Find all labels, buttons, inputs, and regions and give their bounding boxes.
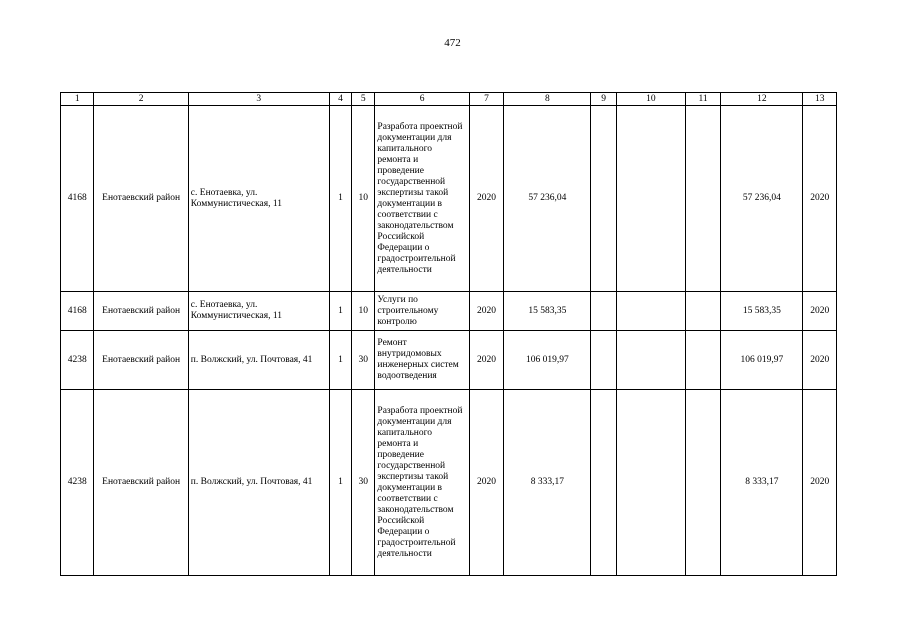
cell-col9 — [591, 292, 616, 331]
cell-work: Услуги по строительному контролю — [375, 292, 469, 331]
cell-col11 — [685, 106, 721, 292]
header-row — [61, 93, 837, 106]
cell-work: Разработа проектной документации для капитального ремонта и проведение государственной экспертизы такой документации в соответствии с законодательством Российской Федерации о градостроительной деятельности — [375, 390, 469, 576]
cell-col11 — [685, 292, 721, 331]
column-header: 2 — [94, 93, 188, 106]
column-header: 7 — [469, 93, 503, 106]
cell-col13: 2020 — [803, 331, 837, 390]
cell-col13: 2020 — [803, 106, 837, 292]
column-header: 3 — [188, 93, 329, 106]
cell-col5: 10 — [352, 292, 375, 331]
column-header: 10 — [616, 93, 685, 106]
cell-col12: 57 236,04 — [721, 106, 803, 292]
table-row — [61, 106, 837, 292]
cell-id: 4168 — [61, 106, 94, 292]
cell-year: 2020 — [469, 106, 503, 292]
cell-col5: 30 — [352, 331, 375, 390]
cell-year: 2020 — [469, 390, 503, 576]
column-header: 11 — [685, 93, 721, 106]
table-row — [61, 331, 837, 390]
cell-amount: 15 583,35 — [504, 292, 591, 331]
page-number: 472 — [444, 37, 461, 49]
cell-district: Енотаевский район — [94, 106, 188, 292]
column-header: 9 — [591, 93, 616, 106]
cell-year: 2020 — [469, 292, 503, 331]
column-header: 4 — [329, 93, 351, 106]
cell-amount: 8 333,17 — [504, 390, 591, 576]
cell-col4: 1 — [329, 292, 351, 331]
column-header: 12 — [721, 93, 803, 106]
column-header: 1 — [61, 93, 94, 106]
cell-col11 — [685, 390, 721, 576]
cell-amount: 106 019,97 — [504, 331, 591, 390]
cell-col5: 10 — [352, 106, 375, 292]
cell-col10 — [616, 390, 685, 576]
cell-col9 — [591, 331, 616, 390]
column-header: 6 — [375, 93, 469, 106]
cell-id: 4238 — [61, 390, 94, 576]
cell-col4: 1 — [329, 390, 351, 576]
table-row — [61, 292, 837, 331]
column-header: 8 — [504, 93, 591, 106]
column-header: 5 — [352, 93, 375, 106]
cell-col4: 1 — [329, 106, 351, 292]
works-table — [60, 92, 837, 576]
cell-col11 — [685, 331, 721, 390]
cell-year: 2020 — [469, 331, 503, 390]
cell-col12: 15 583,35 — [721, 292, 803, 331]
cell-district: Енотаевский район — [94, 331, 188, 390]
cell-col9 — [591, 106, 616, 292]
cell-address: п. Волжский, ул. Почтовая, 41 — [188, 390, 329, 576]
cell-col10 — [616, 292, 685, 331]
cell-col13: 2020 — [803, 292, 837, 331]
table-row — [61, 390, 837, 576]
cell-id: 4238 — [61, 331, 94, 390]
cell-id: 4168 — [61, 292, 94, 331]
column-header: 13 — [803, 93, 837, 106]
cell-amount: 57 236,04 — [504, 106, 591, 292]
cell-district: Енотаевский район — [94, 390, 188, 576]
cell-col10 — [616, 106, 685, 292]
cell-col4: 1 — [329, 331, 351, 390]
cell-col5: 30 — [352, 390, 375, 576]
cell-address: с. Енотаевка, ул. Коммунистическая, 11 — [188, 292, 329, 331]
cell-col13: 2020 — [803, 390, 837, 576]
cell-address: с. Енотаевка, ул. Коммунистическая, 11 — [188, 106, 329, 292]
cell-work: Разработа проектной документации для капитального ремонта и проведение государственной экспертизы такой документации в соответствии с законодательством Российской Федерации о градостроительной деятельности — [375, 106, 469, 292]
cell-col12: 8 333,17 — [721, 390, 803, 576]
cell-address: п. Волжский, ул. Почтовая, 41 — [188, 331, 329, 390]
cell-col12: 106 019,97 — [721, 331, 803, 390]
cell-work: Ремонт внутридомовых инженерных систем водоотведения — [375, 331, 469, 390]
cell-col9 — [591, 390, 616, 576]
cell-district: Енотаевский район — [94, 292, 188, 331]
cell-col10 — [616, 331, 685, 390]
